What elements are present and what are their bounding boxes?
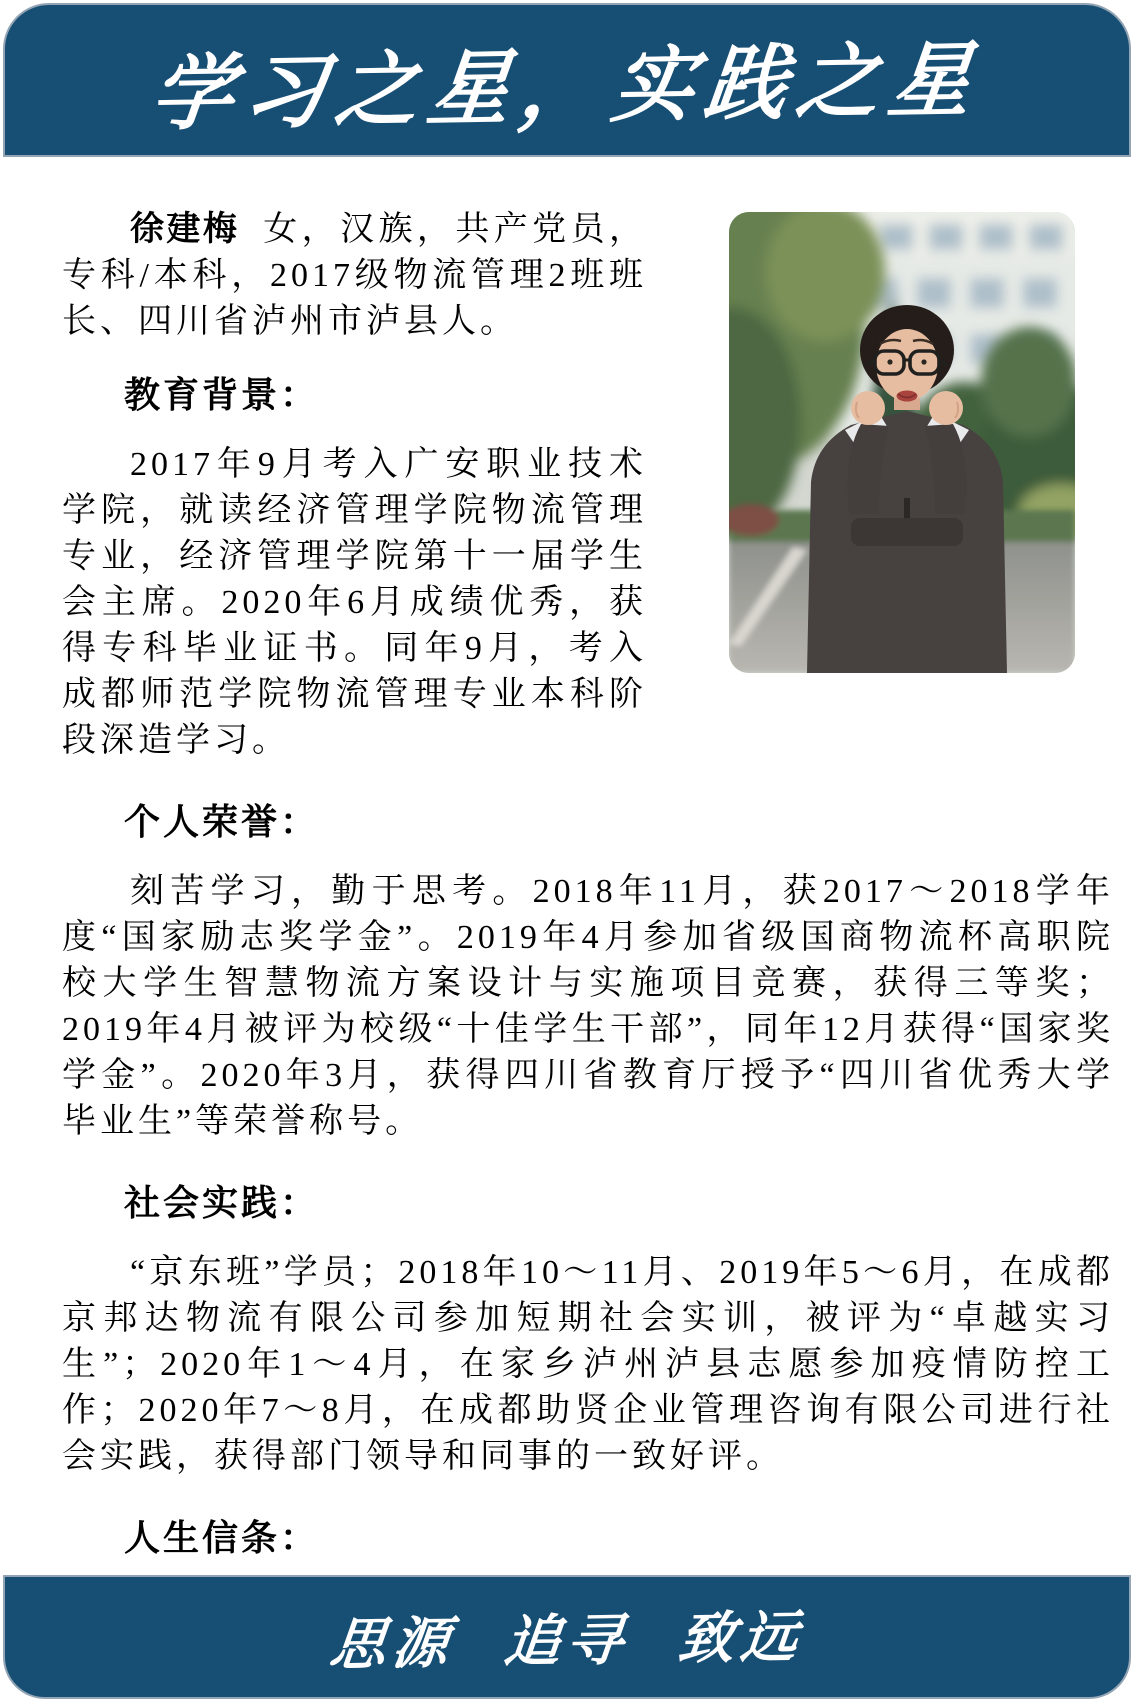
section-title-practice: 社会实践： bbox=[124, 1182, 320, 1223]
practice-paragraph: “京东班”学员；2018年10～11月、2019年5～6月，在成都京邦达物流有限公司参加短期社会实训，被评为“卓越实习生”；2020年1～4月，在家乡泸州泸县志愿参加疫情防控工作；2020年7～8月，在成都助贤企业管理咨询有限公司进行社会实践，获得部门领导和同事的一致好评。 bbox=[62, 1254, 1114, 1475]
intro-paragraph bbox=[62, 206, 647, 345]
education-paragraph: 2017年9月考入广安职业技术学院，就读经济管理学院物流管理专业，经济管理学院第十一届学生会主席。2020年6月成绩优秀，获得专科毕业证书。同年9月，考入成都师范学院物流管理专业本科阶段深造学习。 bbox=[62, 446, 647, 759]
student-photo bbox=[729, 212, 1075, 673]
intro-column bbox=[62, 206, 647, 764]
content-area bbox=[0, 158, 1134, 1631]
campus-photo-illustration bbox=[729, 212, 1075, 673]
section-title-motto: 人生信条： bbox=[124, 1517, 320, 1558]
section-title-honors: 个人荣誉： bbox=[124, 801, 320, 842]
footer-banner bbox=[3, 1575, 1131, 1699]
section-title-education: 教育背景： bbox=[124, 374, 320, 415]
banner-title: 学习之星，实践之星 bbox=[146, 34, 986, 140]
header-banner bbox=[3, 3, 1131, 157]
footer-motto: 思源 追寻 致远 bbox=[326, 1606, 807, 1678]
intro-and-photo-row bbox=[62, 206, 1114, 764]
intro-text: 女，汉族，共产党员，专科/本科，2017级物流管理2班班长、四川省泸州市泸县人。 bbox=[62, 211, 647, 340]
honors-paragraph: 刻苦学习，勤于思考。2018年11月，获2017～2018学年度“国家励志奖学金”。2019年4月参加省级国商物流杯高职院校大学生智慧物流方案设计与实施项目竞赛，获得三等奖；2019年4月被评为校级“十佳学生干部”，同年12月获得“国家奖学金”。2020年3月，获得四川省教育厅授予“四川省优秀大学毕业生”等荣誉称号。 bbox=[62, 873, 1114, 1140]
student-name: 徐建梅 bbox=[130, 210, 240, 248]
